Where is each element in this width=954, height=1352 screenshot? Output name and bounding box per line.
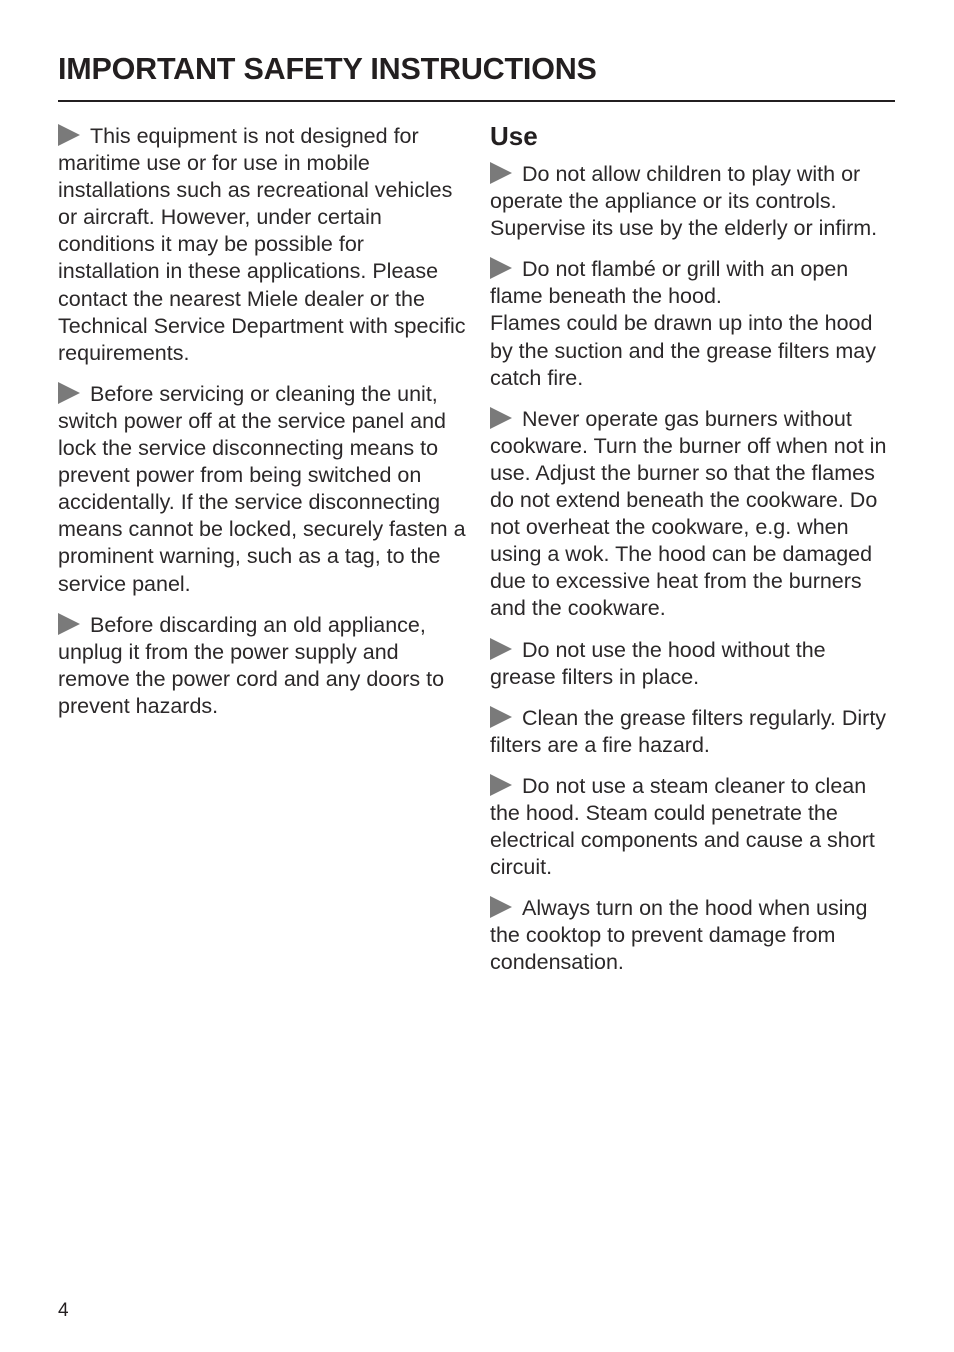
instruction-text: Do not use the hood without the grease filters in place. bbox=[490, 637, 826, 689]
instruction-text: This equipment is not designed for maritime use or for use in mobile installations such as recreational vehicles or aircraft. However, under certain conditions it may be possible for installation in these applications. Please contact the nearest Miele dealer or the Technical Service Department with specific requirements. bbox=[58, 124, 466, 365]
instruction-paragraph bbox=[58, 381, 468, 598]
instruction-paragraph bbox=[58, 123, 468, 367]
triangle-right-icon bbox=[58, 613, 80, 635]
instruction-text: Before servicing or cleaning the unit, switch power off at the service panel and lock the service disconnecting means to prevent power from being switched on accidentally. If the service disconnecting means cannot be locked, securely fasten a prominent warning, such as a tag, to the service panel. bbox=[58, 381, 466, 596]
instruction-paragraph bbox=[58, 612, 468, 720]
instruction-paragraph bbox=[490, 406, 895, 623]
instruction-text-continued: Flames could be drawn up into the hood by the suction and the grease filters may catch fire. bbox=[490, 311, 877, 390]
title-divider bbox=[58, 100, 895, 102]
page-number: 4 bbox=[58, 1300, 69, 1321]
page-title: IMPORTANT SAFETY INSTRUCTIONS bbox=[58, 52, 597, 86]
instruction-paragraph bbox=[490, 161, 895, 242]
instruction-text: Do not use a steam cleaner to clean the hood. Steam could penetrate the electrical components and cause a short circuit. bbox=[490, 773, 875, 880]
instruction-text: Always turn on the hood when using the cooktop to prevent damage from condensation. bbox=[490, 896, 868, 975]
instruction-paragraph bbox=[490, 895, 895, 976]
instruction-paragraph bbox=[490, 637, 895, 691]
triangle-right-icon bbox=[490, 774, 512, 796]
instruction-text: Never operate gas burners without cookware. Turn the burner off when not in use. Adjust the burner so that the flames do not extend beneath the cookware. Do not overheat the cookware, e.g. when using a wok. The hood can be damaged due to excessive heat from the burners and the cookware. bbox=[490, 406, 887, 621]
triangle-right-icon bbox=[490, 257, 512, 279]
triangle-right-icon bbox=[490, 706, 512, 728]
section-heading-use: Use bbox=[490, 121, 538, 151]
instruction-text: Do not allow children to play with or operate the appliance or its controls. Supervise its use by the elderly or infirm. bbox=[490, 162, 878, 241]
instruction-text: Before discarding an old appliance, unplug it from the power supply and remove the power cord and any doors to prevent hazards. bbox=[58, 612, 445, 718]
triangle-right-icon bbox=[58, 382, 80, 404]
instruction-paragraph bbox=[490, 773, 895, 881]
left-column bbox=[58, 123, 468, 734]
triangle-right-icon bbox=[490, 896, 512, 918]
instruction-paragraph bbox=[490, 705, 895, 759]
right-column bbox=[490, 123, 895, 991]
triangle-right-icon bbox=[58, 124, 80, 146]
instruction-paragraph bbox=[490, 256, 895, 391]
instruction-text: Do not flambé or grill with an open flame beneath the hood. bbox=[490, 257, 849, 309]
triangle-right-icon bbox=[490, 407, 512, 429]
triangle-right-icon bbox=[490, 162, 512, 184]
instruction-text: Clean the grease filters regularly. Dirty filters are a fire hazard. bbox=[490, 705, 887, 757]
triangle-right-icon bbox=[490, 638, 512, 660]
